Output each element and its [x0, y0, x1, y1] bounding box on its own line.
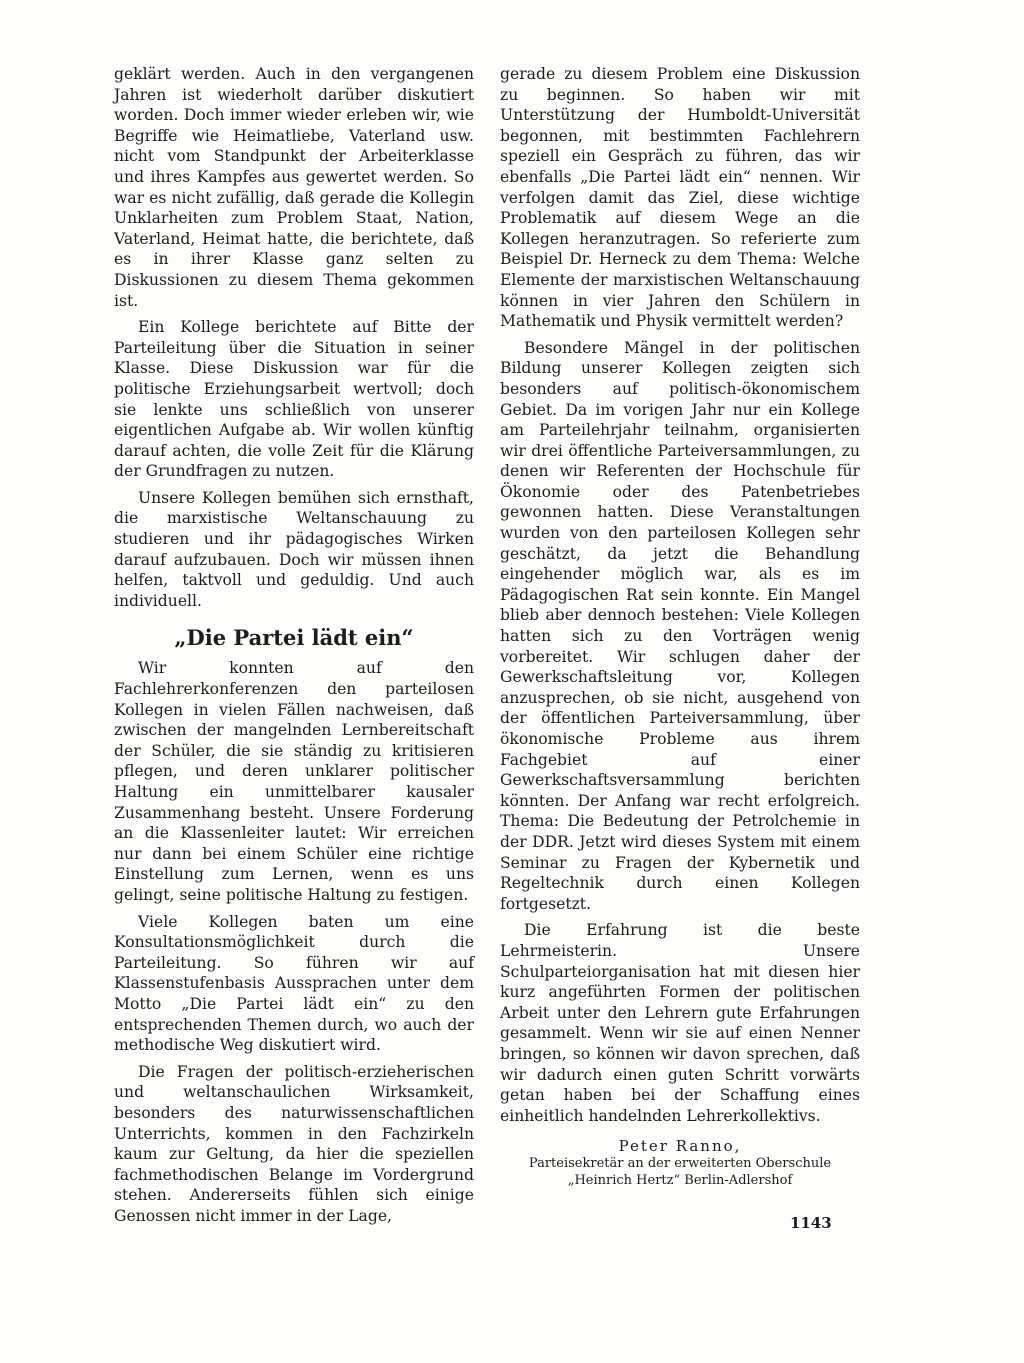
right-column	[500, 64, 860, 1189]
paragraph: geklärt werden. Auch in den vergangenen Jahren ist wiederholt darüber diskutiert worden. Doch immer wieder erleben wir, wie Begriffe wie Heimatliebe, Vaterland usw. nicht vom Standpunkt der Arbeiterklasse und ihres Kampfes aus gewertet werden. So war es nicht zufällig, daß gerade die Kollegin Unklarheiten zum Problem Staat, Nation, Vaterland, Heimat hatte, die berichtete, daß es in ihrer Klasse ganz selten zu Diskussionen zu diesem Thema gekommen ist.	[114, 65, 474, 310]
paragraph: Wir konnten auf den Fachlehrerkonferenzen den parteilosen Kollegen in vielen Fällen nachweisen, daß zwischen der mangelnden Lernbereitschaft der Schüler, die sie ständig zu kritisieren pflegen, und deren unklarer politischer Haltung ein unmittelbarer kausaler Zusammenhang besteht. Unsere Forderung an die Klassenleiter lautet: Wir erreichen nur dann bei einem Schüler eine richtige Einstellung zum Lernen, wenn es uns gelingt, seine politische Haltung zu festigen.	[114, 659, 474, 904]
paragraph: Ein Kollege berichtete auf Bitte der Parteileitung über die Situation in seiner Klasse. Diese Diskussion war für die politische Erziehungsarbeit wertvoll; doch sie lenkte uns schließlich von unserer eigentlichen Aufgabe ab. Wir wollen künftig darauf achten, die volle Zeit für die Klärung der Grundfragen zu nutzen.	[114, 318, 474, 481]
paragraph: Viele Kollegen baten um eine Konsultationsmöglichkeit durch die Parteileitung. So führen wir auf Klassenstufenbasis Aussprachen unter dem Motto „Die Partei lädt ein“ zu den entsprechenden Themen durch, wo auch der methodische Weg diskutiert wird.	[114, 912, 474, 1055]
left-column	[114, 64, 474, 1232]
paragraph: Besondere Mängel in der politischen Bildung unserer Kollegen zeigten sich besonders auf politisch-ökonomischem Gebiet. Da im vorigen Jahr nur ein Kollege am Parteilehrjahr teilnahm, organisierten wir drei öffentliche Parteiversammlungen, zu denen wir Referenten der Hochschule für Ökonomie oder des Patenbetriebes gewonnen hatten. Diese Veranstaltungen wurden von den parteilosen Kollegen sehr geschätzt, da jetzt die Behandlung eingehender möglich war, als es im Pädagogischen Rat sein konnte. Ein Mangel blieb aber dennoch bestehen: Viele Kollegen hatten sich zu den Vorträgen wenig vorbereitet. Wir schlugen daher der Gewerkschaftsleitung vor, Kollegen anzusprechen, ob sie nicht, ausgehend von der öffentlichen Parteiversammlung, über ökonomische Probleme aus ihrem Fachgebiet auf einer Gewerkschaftsversammlung berichten könnten. Der Anfang war recht erfolgreich. Thema: Die Bedeutung der Petrolchemie in der DDR. Jetzt wird dieses System mit einem Seminar zu Fragen der Kybernetik und Regeltechnik durch einen Kollegen fortgesetzt.	[500, 338, 860, 913]
author-title: Parteisekretär an der erweiterten Oberschule	[528, 1156, 832, 1172]
paragraph: Die Erfahrung ist die beste Lehrmeisterin. Unsere Schulparteiorganisation hat mit diesen hier kurz angeführten Formen der politischen Arbeit unter den Lehrern gute Erfahrungen gesammelt. Wenn wir sie auf einen Nenner bringen, so können wir davon sprechen, daß wir dadurch einen guten Schritt vorwärts getan haben bei der Schaffung eines einheitlich handelnden Lehrerkollektivs.	[500, 921, 860, 1125]
paragraph: Die Fragen der politisch-erzieherischen und weltanschaulichen Wirksamkeit, besonders des naturwissenschaftlichen Unterrichts, kommen in den Fachzirkeln kaum zur Geltung, da hier die speziellen fachmethodischen Belange im Vordergrund stehen. Andererseits fühlen sich einige Genossen nicht immer in der Lage,	[114, 1062, 474, 1225]
section-heading: „Die Partei lädt ein“	[174, 625, 414, 651]
paragraph: gerade zu diesem Problem eine Diskussion zu beginnen. So haben wir mit Unterstützung der Humboldt-Universität begonnen, mit bestimmten Fachlehrern speziell ein Gespräch zu führen, das wir ebenfalls „Die Partei lädt ein“ nennen. Wir verfolgen damit das Ziel, diese wichtige Problematik auf diesem Wege an die Kollegen heranzutragen. So referierte zum Beispiel Dr. Herneck zu dem Thema: Welche Elemente der marxistischen Weltanschauung können in vier Jahren den Schülern in Mathematik und Physik vermittelt werden?	[500, 65, 860, 331]
author-institution: „Heinrich Hertz“ Berlin-Adlershof	[567, 1173, 793, 1189]
author-signature	[500, 1138, 860, 1189]
paragraph: Unsere Kollegen bemühen sich ernsthaft, die marxistische Weltanschauung zu studieren und ihr pädagogisches Wirken darauf aufzubauen. Doch wir müssen ihnen helfen, taktvoll und geduldig. Und auch individuell.	[114, 488, 474, 610]
page-number: 1143	[790, 1214, 832, 1232]
author-name: Peter Ranno,	[618, 1137, 742, 1156]
